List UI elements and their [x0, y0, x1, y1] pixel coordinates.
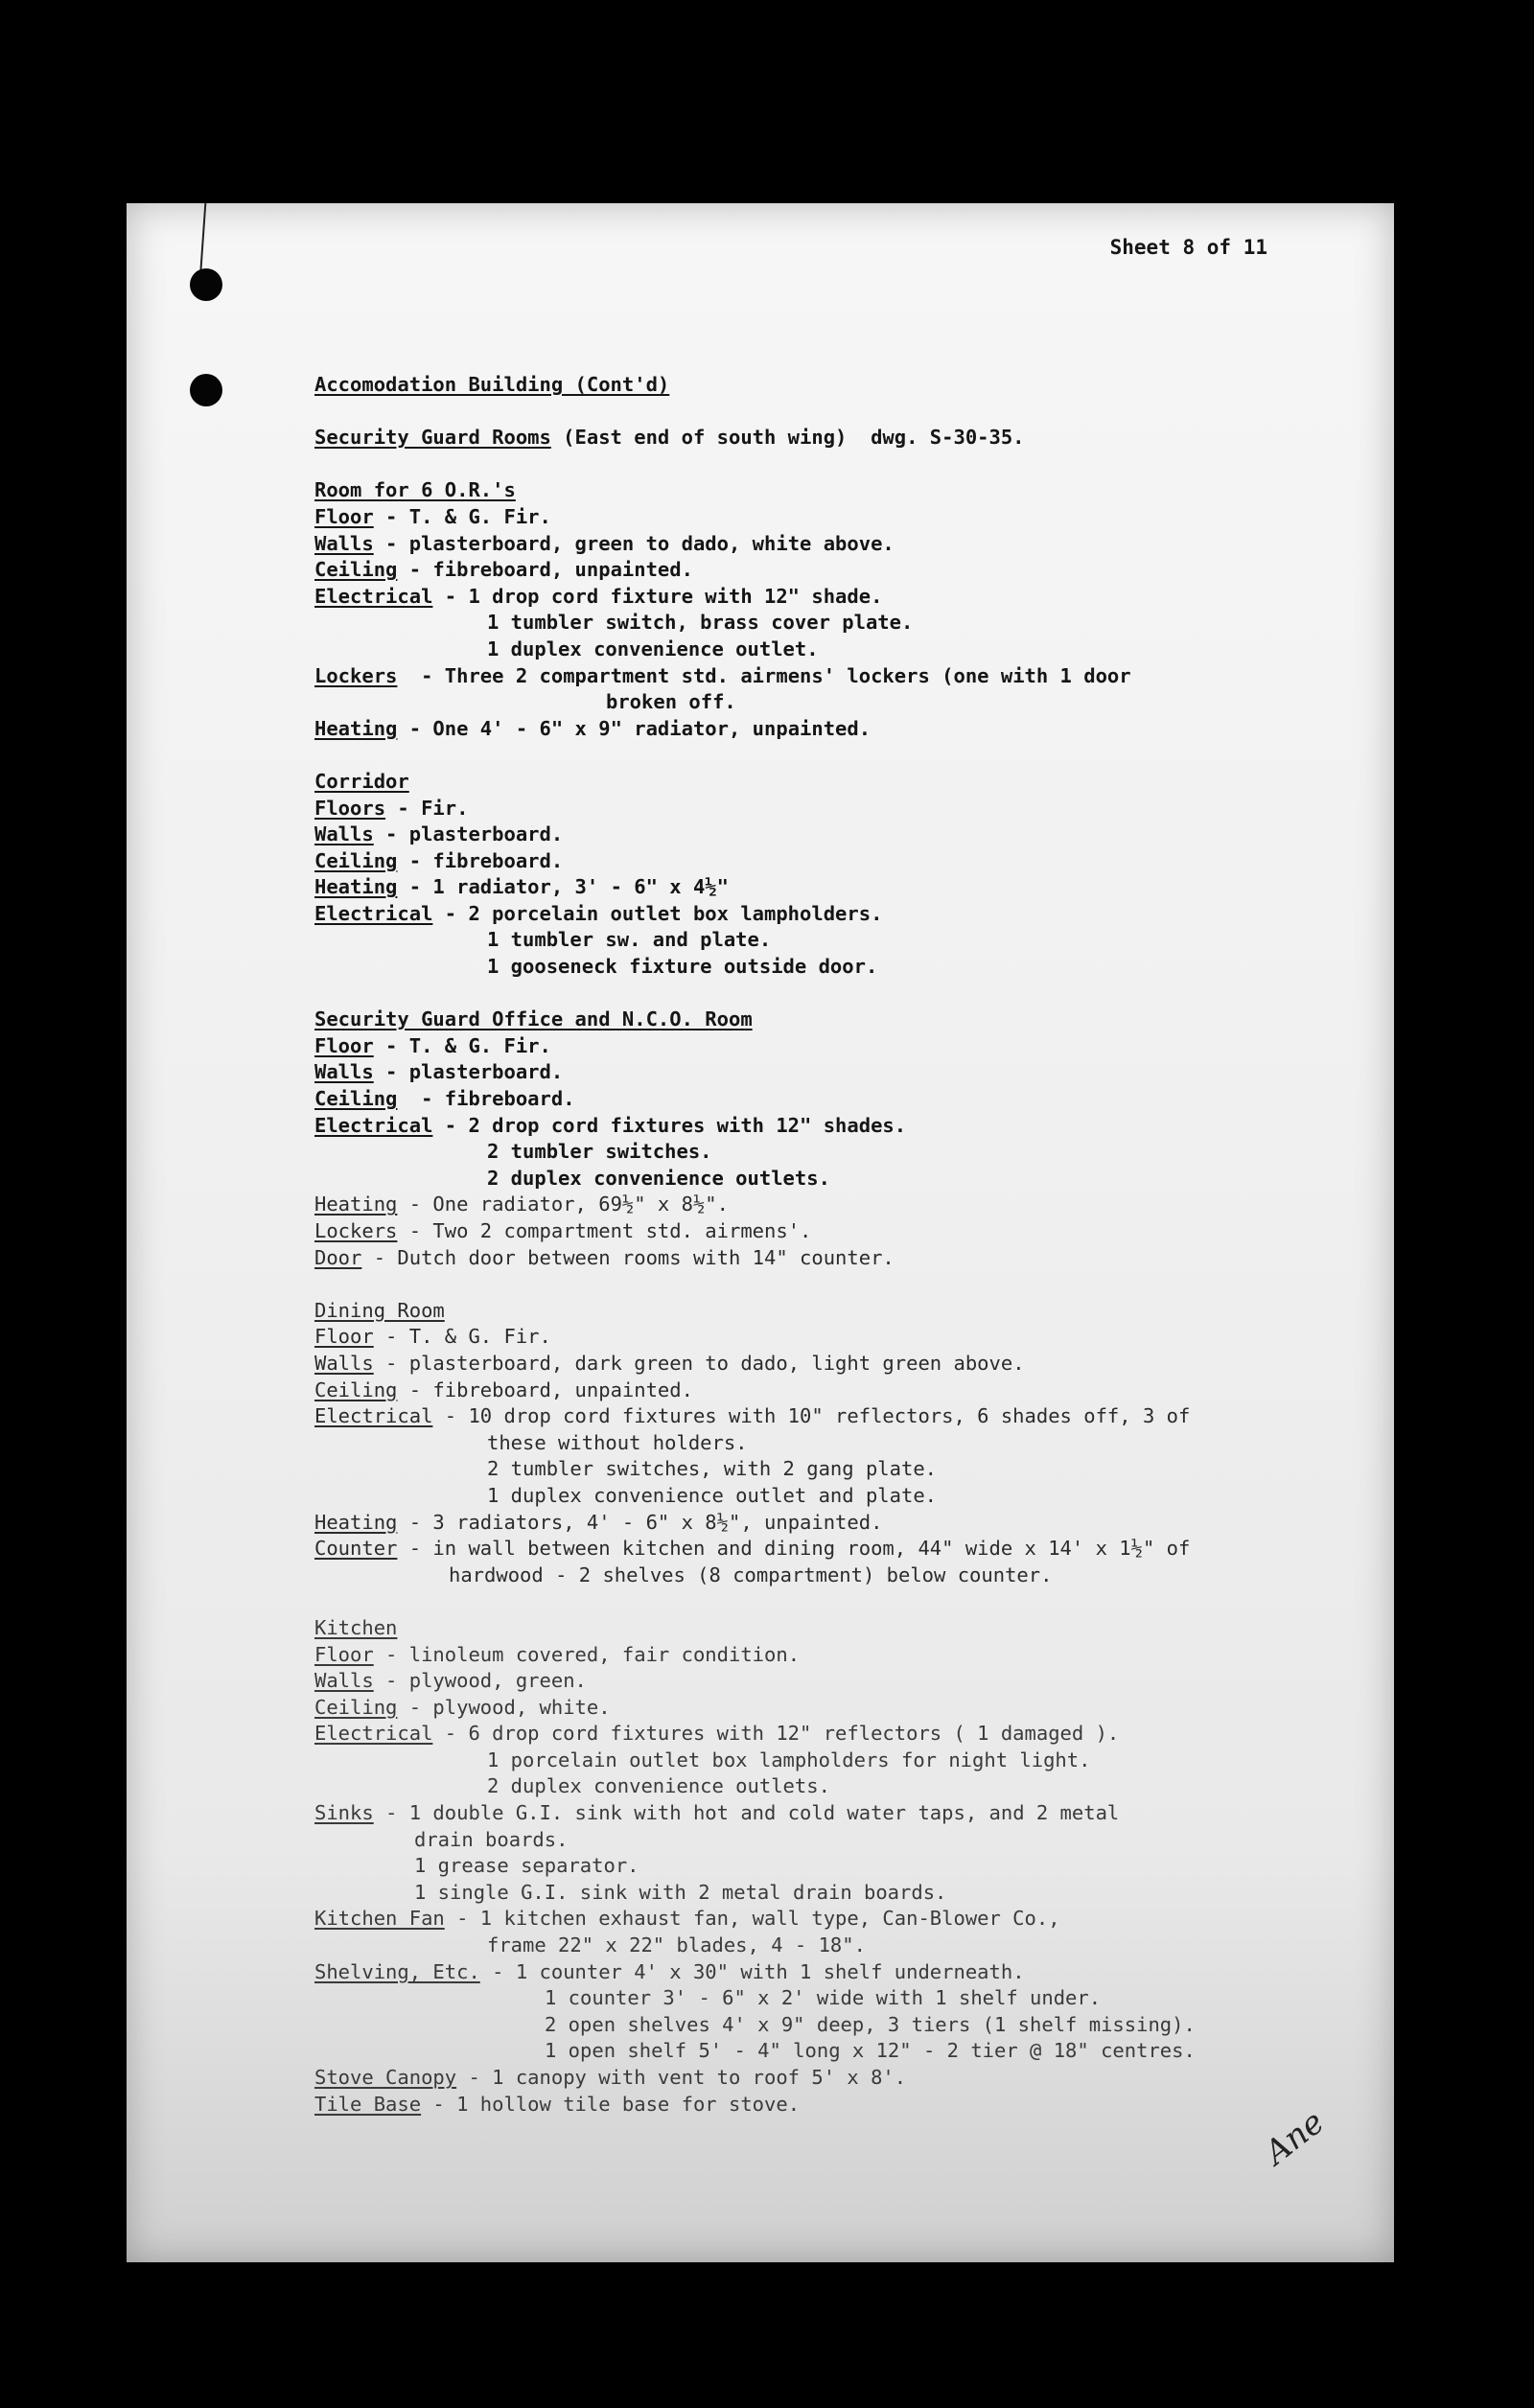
kitchen-electrical: Electrical - 6 drop cord fixtures with 12" reflectors ( 1 damaged ).	[314, 1722, 1120, 1746]
kitchen-shelving: Shelving, Etc. - 1 counter 4' x 30" with 1 shelf underneath.	[314, 1959, 1025, 1983]
kitchen-fan: Kitchen Fan - 1 kitchen exhaust fan, wall type, Can-Blower Co.,	[314, 1907, 1060, 1931]
office-ceiling: Ceiling - fibreboard.	[314, 1087, 575, 1111]
sheet-number: Sheet 8 of 11	[1109, 236, 1267, 259]
room6-floor: Floor - T. & G. Fir.	[314, 504, 551, 528]
room6-walls: Walls - plasterboard, green to dado, white above.	[314, 531, 895, 555]
punch-hole-bottom	[190, 374, 222, 406]
kitchen-floor: Floor - linoleum covered, fair condition.	[314, 1642, 801, 1666]
document-page	[127, 203, 1394, 2262]
kitchen-tile-base: Tile Base - 1 hollow tile base for stove.	[314, 2092, 801, 2116]
office-title: Security Guard Office and N.C.O. Room	[314, 1007, 753, 1031]
dining-counter: Counter - in wall between kitchen and dining room, 44" wide x 14' x 1½" of	[314, 1537, 1191, 1561]
office-electrical-2: 2 tumbler switches.	[487, 1140, 712, 1164]
office-walls: Walls - plasterboard.	[314, 1060, 564, 1084]
room6-heating: Heating - One 4' - 6" x 9" radiator, unpainted.	[314, 716, 872, 740]
building-heading: Accomodation Building (Cont'd)	[314, 373, 670, 396]
corridor-electrical: Electrical - 2 porcelain outlet box lampholders.	[314, 901, 883, 925]
kitchen-stove-canopy: Stove Canopy - 1 canopy with vent to roof 5' x 8'.	[314, 2066, 907, 2089]
security-rooms-heading: Security Guard Rooms (East end of south wing) dwg. S-30-35.	[314, 426, 1025, 450]
kitchen-sinks: Sinks - 1 double G.I. sink with hot and cold water taps, and 2 metal	[314, 1801, 1120, 1825]
room6-electrical-3: 1 duplex convenience outlet.	[487, 637, 819, 660]
dining-electrical-4: 1 duplex convenience outlet and plate.	[487, 1483, 937, 1507]
corridor-electrical-2: 1 tumbler sw. and plate.	[487, 928, 772, 952]
dining-electrical-3: 2 tumbler switches, with 2 gang plate.	[487, 1457, 937, 1481]
kitchen-sinks-2: drain boards.	[414, 1827, 569, 1851]
corridor-ceiling: Ceiling - fibreboard.	[314, 848, 564, 872]
dining-walls: Walls - plasterboard, dark green to dado, light green above.	[314, 1351, 1025, 1375]
handwritten-initials: Ane	[1258, 2102, 1333, 2173]
corridor-electrical-3: 1 gooseneck fixture outside door.	[487, 955, 878, 979]
kitchen-shelving-3: 2 open shelves 4' x 9" deep, 3 tiers (1 shelf missing).	[545, 2012, 1196, 2036]
kitchen-fan-2: frame 22" x 22" blades, 4 - 18".	[487, 1933, 866, 1957]
punch-hole-top	[190, 268, 222, 301]
corridor-walls: Walls - plasterboard.	[314, 822, 564, 846]
corridor-floors: Floors - Fir.	[314, 796, 469, 820]
room6-title: Room for 6 O.R.'s	[314, 478, 516, 502]
kitchen-walls: Walls - plywood, green.	[314, 1669, 587, 1693]
room6-lockers-2: broken off.	[606, 690, 736, 714]
dining-title: Dining Room	[314, 1298, 445, 1322]
corridor-heating: Heating - 1 radiator, 3' - 6" x 4½"	[314, 875, 729, 899]
room6-electrical: Electrical - 1 drop cord fixture with 12" shade.	[314, 584, 883, 608]
kitchen-shelving-2: 1 counter 3' - 6" x 2' wide with 1 shelf under.	[545, 1986, 1102, 2010]
room6-electrical-2: 1 tumbler switch, brass cover plate.	[487, 611, 914, 635]
kitchen-ceiling: Ceiling - plywood, white.	[314, 1695, 611, 1719]
office-electrical: Electrical - 2 drop cord fixtures with 12" shades.	[314, 1113, 907, 1137]
kitchen-title: Kitchen	[314, 1615, 398, 1639]
kitchen-electrical-3: 2 duplex convenience outlets.	[487, 1774, 830, 1798]
office-floor: Floor - T. & G. Fir.	[314, 1033, 551, 1057]
corridor-title: Corridor	[314, 769, 409, 793]
office-electrical-3: 2 duplex convenience outlets.	[487, 1166, 830, 1190]
dining-floor: Floor - T. & G. Fir.	[314, 1325, 551, 1349]
dining-heating: Heating - 3 radiators, 4' - 6" x 8½", unpainted.	[314, 1510, 883, 1534]
dining-electrical-2: these without holders.	[487, 1430, 748, 1454]
office-lockers: Lockers - Two 2 compartment std. airmens'.	[314, 1219, 812, 1242]
room6-ceiling: Ceiling - fibreboard, unpainted.	[314, 558, 693, 582]
dining-counter-2: hardwood - 2 shelves (8 compartment) below counter.	[449, 1563, 1053, 1586]
dining-electrical: Electrical - 10 drop cord fixtures with 10" reflectors, 6 shades off, 3 of	[314, 1404, 1191, 1428]
kitchen-shelving-4: 1 open shelf 5' - 4" long x 12" - 2 tier @ 18" centres.	[545, 2039, 1196, 2063]
document-body	[314, 372, 1350, 2118]
office-heating: Heating - One radiator, 69½" x 8½".	[314, 1192, 729, 1216]
office-door: Door - Dutch door between rooms with 14" counter.	[314, 1245, 895, 1269]
dining-ceiling: Ceiling - fibreboard, unpainted.	[314, 1378, 693, 1401]
kitchen-sinks-3: 1 grease separator.	[414, 1854, 639, 1878]
room6-lockers: Lockers - Three 2 compartment std. airmens' lockers (one with 1 door	[314, 663, 1131, 687]
kitchen-electrical-2: 1 porcelain outlet box lampholders for night light.	[487, 1748, 1091, 1771]
kitchen-sinks-4: 1 single G.I. sink with 2 metal drain boards.	[414, 1880, 947, 1904]
